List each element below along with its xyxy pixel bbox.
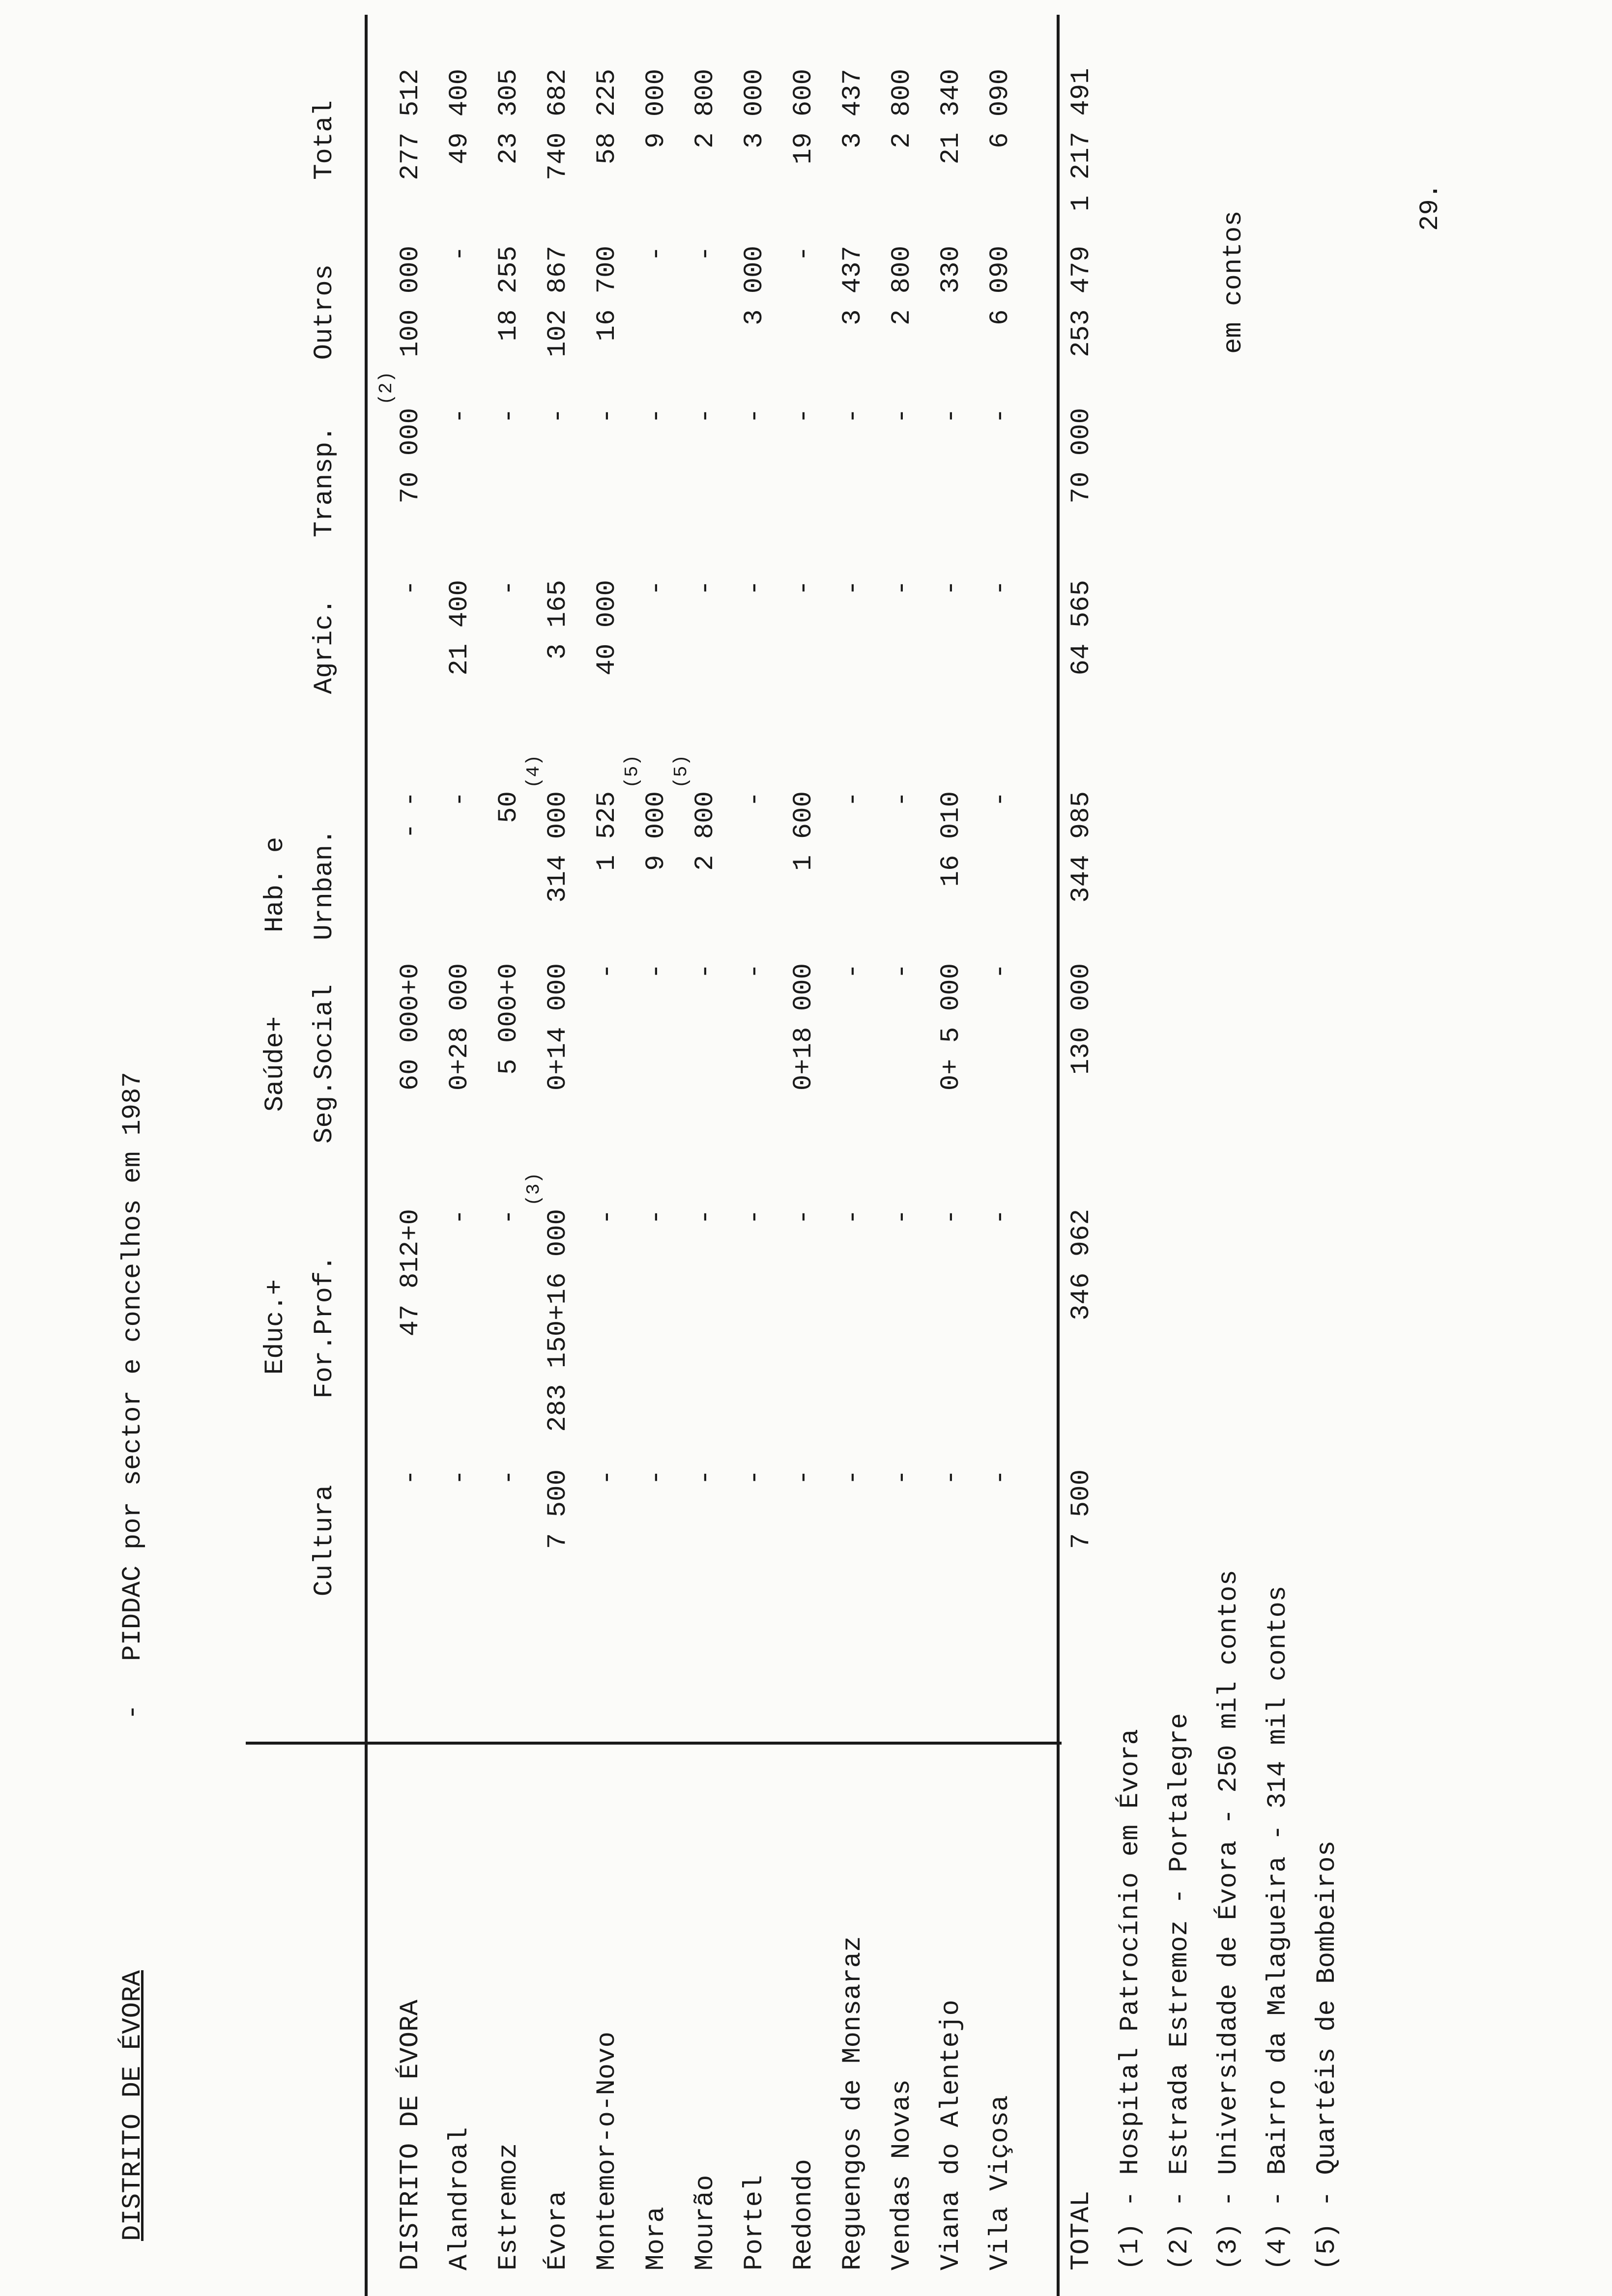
total-cell: 1 217 491 xyxy=(1066,68,1096,211)
table-cell: - xyxy=(936,580,966,596)
table-cell: - xyxy=(641,246,671,262)
table-cell: - xyxy=(985,580,1015,596)
table-cell: - xyxy=(838,580,868,596)
column-header-line2: Cultura xyxy=(310,1485,340,1597)
footnote-marker: (5) xyxy=(671,754,692,788)
table-cell: - xyxy=(985,791,1015,807)
table-cell: 0+18 000 xyxy=(789,963,819,1091)
table-cell: 23 305 xyxy=(494,69,524,165)
table-cell: - xyxy=(592,408,622,424)
row-label: Mourão xyxy=(691,2175,720,2270)
table-cell: - xyxy=(838,1469,868,1486)
row-label: Vila Viçosa xyxy=(985,2095,1015,2270)
table-cell: - xyxy=(691,1209,720,1225)
table-cell: - xyxy=(838,408,868,424)
footnote-item: (4) - Bairro da Malagueira - 314 mil contos xyxy=(1263,1585,1293,2270)
total-cell: 253 479 xyxy=(1066,246,1096,357)
table-cell: 58 225 xyxy=(592,69,622,165)
table-cell: - xyxy=(740,791,770,807)
table-cell: - xyxy=(691,408,720,424)
column-header-line2: Urnban. xyxy=(310,829,340,941)
table-cell: - xyxy=(592,1469,622,1486)
footnote-marker: (3) xyxy=(523,1172,545,1206)
table-cell: - xyxy=(936,1209,966,1225)
table-cell: - xyxy=(789,580,819,596)
table-cell: - xyxy=(838,963,868,979)
district-title: DISTRITO DE ÉVORA xyxy=(118,1970,148,2241)
footnote-item: (3) - Universidade de Évora - 250 mil contos xyxy=(1214,1570,1244,2270)
table-cell: 2 800 xyxy=(691,69,720,149)
title-dash: - xyxy=(118,1704,148,1720)
table-cell: - xyxy=(641,580,671,596)
footnote-marker: (4) xyxy=(523,754,545,788)
footnote-marker: (2) xyxy=(376,371,397,405)
table-cell: 18 255 xyxy=(494,246,524,342)
column-header-line2: Total xyxy=(310,100,340,180)
table-cell: - xyxy=(985,963,1015,979)
column-header-line2: For.Prof. xyxy=(310,1255,340,1399)
table-cell: 5 000+0 xyxy=(494,963,524,1075)
column-header-line2: Seg.Social xyxy=(310,984,340,1144)
table-cell: - xyxy=(396,1469,426,1486)
table-cell: 277 512 xyxy=(396,69,426,180)
table-cell: 3 000 xyxy=(740,246,770,326)
table-cell: 70 000 xyxy=(396,408,426,504)
row-label: Estremoz xyxy=(494,2143,524,2270)
row-label: Montemor-o-Novo xyxy=(592,2031,622,2270)
table-cell: 283 150+16 000 xyxy=(543,1209,573,1432)
row-label: Redondo xyxy=(789,2159,819,2270)
table-cell: - - xyxy=(396,791,426,839)
table-cell: 2 800 xyxy=(887,69,917,149)
table-cell: - xyxy=(494,1209,524,1225)
table-cell: 330 xyxy=(936,246,966,294)
row-label: Viana do Alentejo xyxy=(936,2000,966,2270)
table-cell: 0+28 000 xyxy=(445,963,475,1091)
table-cell: 49 400 xyxy=(445,69,475,165)
table-cell: - xyxy=(789,1469,819,1486)
table-cell: - xyxy=(691,1469,720,1486)
table-cell: - xyxy=(936,408,966,424)
total-cell: 130 000 xyxy=(1066,963,1096,1075)
table-cell: 3 165 xyxy=(543,580,573,660)
table-cell: - xyxy=(887,408,917,424)
table-cell: - xyxy=(494,580,524,596)
table-cell: - xyxy=(887,580,917,596)
table-cell: - xyxy=(445,408,475,424)
table-cell: - xyxy=(985,408,1015,424)
row-label: Portel xyxy=(740,2175,770,2270)
table-cell: - xyxy=(789,246,819,262)
table-cell: 60 000+0 xyxy=(396,963,426,1091)
column-header-line2: Outros xyxy=(310,264,340,360)
table-cell: - xyxy=(592,963,622,979)
table-cell: - xyxy=(985,1469,1015,1486)
table-cell: 9 000 xyxy=(641,791,671,871)
table-cell: - xyxy=(789,1209,819,1225)
footnote-item: (2) - Estrada Estremoz - Portalegre xyxy=(1165,1713,1195,2270)
footnote-marker: (5) xyxy=(622,754,643,788)
table-left-border xyxy=(365,15,368,2296)
table-cell: - xyxy=(494,1469,524,1486)
table-cell: - xyxy=(740,408,770,424)
table-cell: 6 090 xyxy=(985,69,1015,149)
table-cell: - xyxy=(887,963,917,979)
table-cell: 16 700 xyxy=(592,246,622,342)
total-cell: 7 500 xyxy=(1066,1469,1096,1550)
table-cell: 9 000 xyxy=(641,69,671,149)
table-cell: - xyxy=(740,963,770,979)
column-header-line1: Educ.+ xyxy=(260,1279,290,1375)
table-cell: - xyxy=(887,1209,917,1225)
table-cell: 2 800 xyxy=(887,246,917,326)
table-cell: 19 600 xyxy=(789,69,819,165)
table-cell: - xyxy=(789,408,819,424)
table-cell: - xyxy=(838,791,868,807)
table-cell: 1 600 xyxy=(789,791,819,871)
row-label: Reguengos de Monsaraz xyxy=(838,1936,868,2270)
table-cell: 21 340 xyxy=(936,69,966,165)
table-cell: - xyxy=(887,791,917,807)
table-cell: 7 500 xyxy=(543,1469,573,1550)
table-cell: - xyxy=(838,1209,868,1225)
table-cell: - xyxy=(985,1209,1015,1225)
table-cell: 47 812+0 xyxy=(396,1209,426,1337)
table-cell: - xyxy=(936,1469,966,1486)
column-header-line2: Agric. xyxy=(310,598,340,694)
total-cell: 64 565 xyxy=(1066,580,1096,676)
row-label: Vendas Novas xyxy=(887,2079,917,2270)
page-number: 29. xyxy=(1415,183,1445,231)
table-cell: 6 090 xyxy=(985,246,1015,326)
units-label: em contos xyxy=(1219,210,1249,354)
table-cell: - xyxy=(445,1209,475,1225)
table-cell: 50 xyxy=(494,791,524,823)
table-cell: - xyxy=(691,963,720,979)
table-cell: - xyxy=(740,1469,770,1486)
footnote-item: (5) - Quartéis de Bombeiros xyxy=(1312,1840,1342,2270)
table-cell: 1 525 xyxy=(592,791,622,871)
table-cell: - xyxy=(641,1209,671,1225)
table-cell: - xyxy=(543,408,573,424)
table-cell: 0+14 000 xyxy=(543,963,573,1091)
column-header-line1: Saúde+ xyxy=(260,1016,290,1112)
table-cell: - xyxy=(592,1209,622,1225)
table-cell: 740 682 xyxy=(543,69,573,180)
table-cell: - xyxy=(691,246,720,262)
table-cell: 16 010 xyxy=(936,791,966,887)
table-cell: - xyxy=(641,963,671,979)
total-cell: 344 985 xyxy=(1066,791,1096,903)
table-cell: - xyxy=(445,791,475,807)
table-cell: 314 000 xyxy=(543,791,573,903)
table-cell: 102 867 xyxy=(543,246,573,357)
table-cell: - xyxy=(691,580,720,596)
row-label: Mora xyxy=(641,2207,671,2270)
table-cell: - xyxy=(445,246,475,262)
table-title: PIDDAC por sector e concelhos em 1987 xyxy=(118,1072,148,1661)
total-cell: 70 000 xyxy=(1066,408,1096,504)
table-cell: 0+ 5 000 xyxy=(936,963,966,1091)
row-label: Alandroal xyxy=(445,2127,475,2270)
footnote-item: (1) - Hospital Patrocínio em Évora xyxy=(1116,1729,1146,2270)
table-cell: 3 000 xyxy=(740,69,770,149)
row-label: DISTRITO DE ÉVORA xyxy=(396,2000,426,2270)
table-cell: - xyxy=(641,1469,671,1486)
table-cell: - xyxy=(740,1209,770,1225)
header-separator-line xyxy=(246,1742,1062,1745)
total-separator-line xyxy=(1057,15,1060,2296)
table-cell: - xyxy=(740,580,770,596)
total-label: TOTAL xyxy=(1066,2190,1096,2270)
table-cell: 21 400 xyxy=(445,580,475,676)
column-header-line2: Transp. xyxy=(310,426,340,538)
row-label: Évora xyxy=(543,2190,573,2270)
table-cell: - xyxy=(445,1469,475,1486)
table-cell: 3 437 xyxy=(838,246,868,326)
table-cell: - xyxy=(396,580,426,596)
table-cell: - xyxy=(641,408,671,424)
table-cell: 100 000 xyxy=(396,246,426,357)
column-header-line1: Hab. e xyxy=(260,836,290,933)
table-cell: 3 437 xyxy=(838,69,868,149)
table-cell: 40 000 xyxy=(592,580,622,676)
total-cell: 346 962 xyxy=(1066,1209,1096,1320)
table-cell: 2 800 xyxy=(691,791,720,871)
table-cell: - xyxy=(494,408,524,424)
table-cell: - xyxy=(887,1469,917,1486)
